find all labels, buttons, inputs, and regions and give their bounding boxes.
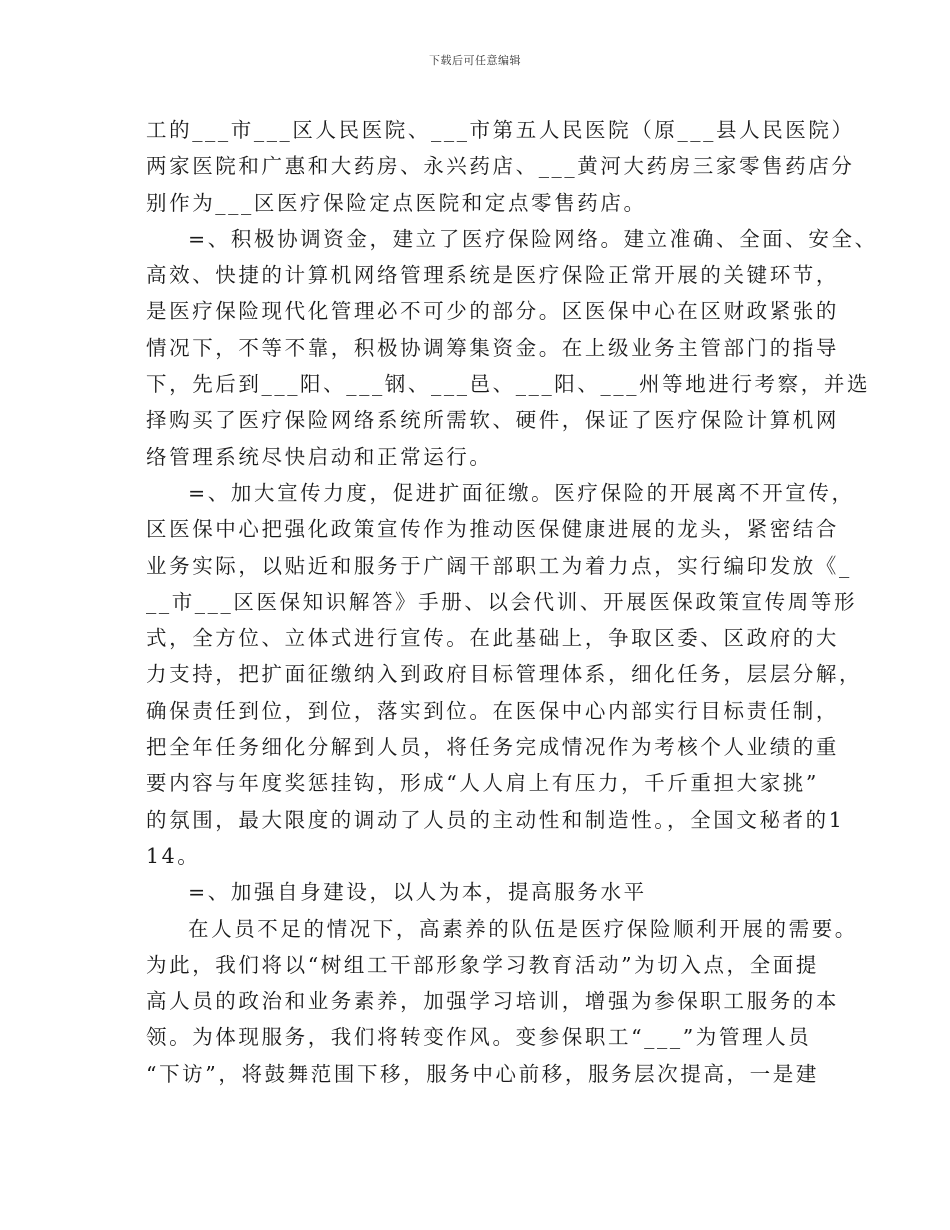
paragraph-start-line: =、加大宣传力度，促进扩面征缴。医疗保险的开展离不开宣传， bbox=[188, 480, 855, 505]
text-line: 择购买了医疗保险网络系统所需软、硬件，保证了医疗保险计算机网 bbox=[146, 408, 839, 433]
text-line: “下访”，将鼓舞范围下移，服务中心前移，服务层次提高，一是建 bbox=[146, 1061, 819, 1086]
text-line: 下，先后到___阳、___钢、___邑、___阳、___州等地进行考察，并选 bbox=[146, 372, 871, 397]
text-line: 高人员的政治和业务素养，加强学习培训，增强为参保职工服务的本 bbox=[146, 989, 839, 1014]
text-line: 力支持，把扩面征缴纳入到政府目标管理体系，细化任务，层层分解， bbox=[146, 662, 863, 687]
text-line: 络管理系统尽快启动和正常运行。 bbox=[146, 444, 493, 469]
text-line: 别作为___区医疗保险定点医院和定点零售药店。 bbox=[146, 190, 647, 215]
text-line: 为此，我们将以“树组工干部形象学习教育活动”为切入点，全面提 bbox=[146, 952, 819, 977]
paragraph-start-line: 在人员不足的情况下，高素养的队伍是医疗保险顺利开展的需要。 bbox=[188, 916, 858, 941]
text-line: 式，全方位、立体式进行宣传。在此基础上，争取区委、区政府的大 bbox=[146, 626, 839, 651]
text-line: 把全年任务细化分解到人员，将任务完成情况作为考核个人业绩的重 bbox=[146, 735, 839, 760]
paragraph-start-line: =、积极协调资金，建立了医疗保险网络。建立准确、全面、安全、 bbox=[188, 226, 878, 251]
text-line: 确保责任到位，到位，落实到位。在医保中心内部实行目标责任制， bbox=[146, 698, 839, 723]
document-body bbox=[146, 112, 878, 1092]
text-line: 工的___市___区人民医院、___市第五人民医院（原___县人民医院） bbox=[146, 118, 855, 142]
text-line: 区医保中心把强化政策宣传作为推动医保健康进展的龙头，紧密结合 bbox=[146, 517, 839, 542]
text-line: 14。 bbox=[146, 843, 201, 868]
page-header: 下载后可任意编辑 bbox=[429, 54, 521, 67]
text-line: 业务实际，以贴近和服务于广阔干部职工为着力点，实行编印发放《_ bbox=[146, 553, 852, 578]
text-line: 的氛围，最大限度的调动了人员的主动性和制造性。，全国文秘者的1 bbox=[146, 807, 845, 832]
text-line: 是医疗保险现代化管理必不可少的部分。区医保中心在区财政紧张的 bbox=[146, 299, 839, 324]
text-line: 情况下，不等不靠，积极协调筹集资金。在上级业务主管部门的指导 bbox=[146, 335, 839, 360]
text-line: __市___区医保知识解答》手册、以会代训、开展医保政策宣传周等形 bbox=[146, 589, 858, 614]
text-line: 要内容与年度奖惩挂钩，形成“人人肩上有压力，千斤重担大家挑” bbox=[146, 771, 819, 796]
text-line: 两家医院和广惠和大药房、永兴药店、___黄河大药房三家零售药店分 bbox=[146, 154, 855, 179]
section-heading-line: =、加强自身建设，以人为本，提高服务水平 bbox=[188, 880, 647, 905]
text-line: 高效、快捷的计算机网络管理系统是医疗保险正常开展的关键环节， bbox=[146, 263, 839, 288]
text-line: 领。为体现服务，我们将转变作风。变参保职工“___”为管理人员 bbox=[146, 1025, 812, 1050]
